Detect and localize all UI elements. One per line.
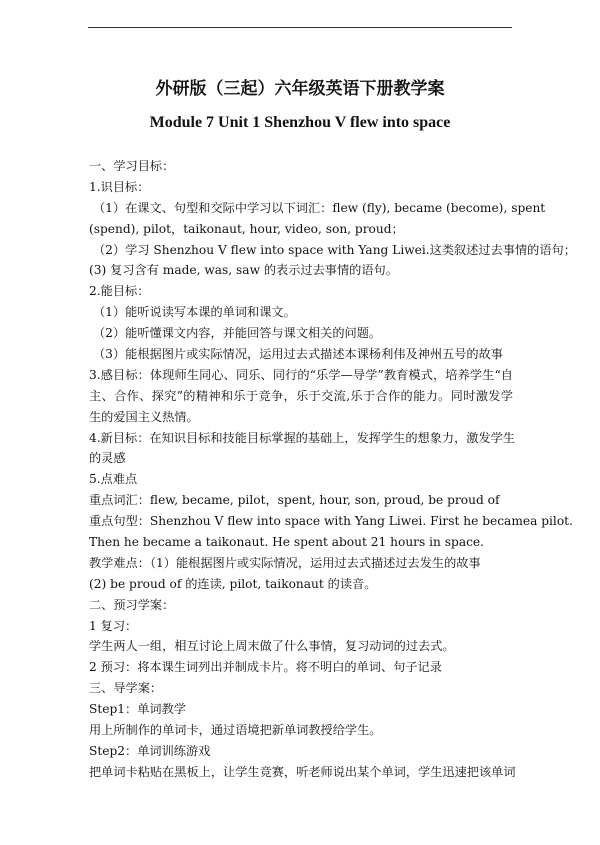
paragraph-line: 2 预习：将本课生词列出并制成卡片。将不明白的单词、句子记录: [89, 660, 442, 675]
section-heading: 三、导学案：: [89, 681, 163, 696]
subsection-heading: Step2：单词训练游戏: [89, 743, 211, 758]
paragraph-line: 用上所制作的单词卡，通过语境把新单词教授给学生。: [89, 723, 382, 738]
paragraph-line: 的灵感: [89, 451, 126, 466]
paragraph-line: 4.新目标：在知识目标和技能目标掌握的基础上，发挥学生的想象力，激发学生: [89, 430, 516, 445]
paragraph-line: 3.感目标：体现师生同心、同乐、同行的“乐学—导学”教育模式，培养学生“自: [89, 367, 513, 382]
document-body: [89, 156, 576, 783]
paragraph-line: Then he became a taikonaut. He spent about 21 hours in space.: [89, 535, 484, 550]
subsection-heading: Step1：单词教学: [89, 702, 186, 717]
subsection-heading: 5.点难点: [89, 472, 138, 487]
paragraph-line: （2）能听懂课文内容，并能回答与课文相关的问题。: [93, 326, 382, 341]
paragraph-line: （3）能根据图片或实际情况，运用过去式描述本课杨利伟及神州五号的故事: [93, 347, 503, 362]
paragraph-line: 教学难点：（1）能根据图片或实际情况，运用过去式描述过去发生的故事: [89, 555, 481, 570]
paragraph-line: （1）能听说读写本课的单词和课文。: [93, 305, 296, 320]
section-heading: 一、学习目标：: [89, 159, 175, 173]
paragraph-line: 重点句型：Shenzhou V flew into space with Yang Liwei. First he becamea pilot.: [89, 514, 573, 529]
paragraph-line: （1）在课文、句型和交际中学习以下词汇：flew (fly), became (become), spent: [93, 200, 546, 215]
document-subtitle: Module 7 Unit 1 Shenzhou V flew into space: [149, 114, 451, 131]
paragraph-line: 学生两人一组，相互讨论上周末做了什么事情，复习动词的过去式。: [89, 639, 455, 654]
paragraph-line: 重点词汇：flew, became, pilot，spent, hour, son, proud, be proud of: [89, 493, 500, 508]
subsection-heading: 2.能目标：: [89, 284, 150, 299]
paragraph-line: （2）学习 Shenzhou V flew into space with Yang Liwei.这类叙述过去事情的语句；: [93, 242, 576, 257]
subsection-heading: 1.识目标：: [89, 179, 150, 194]
paragraph-line: 把单词卡粘贴在黑板上，让学生竞赛，听老师说出某个单词，学生迅速把该单词: [89, 764, 516, 779]
subsection-heading: 1 复习：: [89, 618, 138, 633]
paragraph-line: (2) be proud of 的连读, pilot, taikonaut 的读音。: [89, 576, 377, 591]
paragraph-line: 主、合作、探究”的精神和乐于竞争，乐于交流,乐于合作的能力。同时激发学: [89, 388, 513, 403]
paragraph-line: (spend), pilot，taikonaut, hour, video, son, proud；: [89, 221, 404, 236]
header-rule: [88, 27, 512, 28]
paragraph-line: 生的爱国主义热情。: [89, 409, 199, 424]
section-heading: 二、预习学案：: [89, 597, 175, 612]
document-title: 外研版（三起）六年级英语下册教学案: [155, 79, 445, 99]
paragraph-line: (3) 复习含有 made, was, saw 的表示过去事情的语句。: [89, 263, 398, 278]
